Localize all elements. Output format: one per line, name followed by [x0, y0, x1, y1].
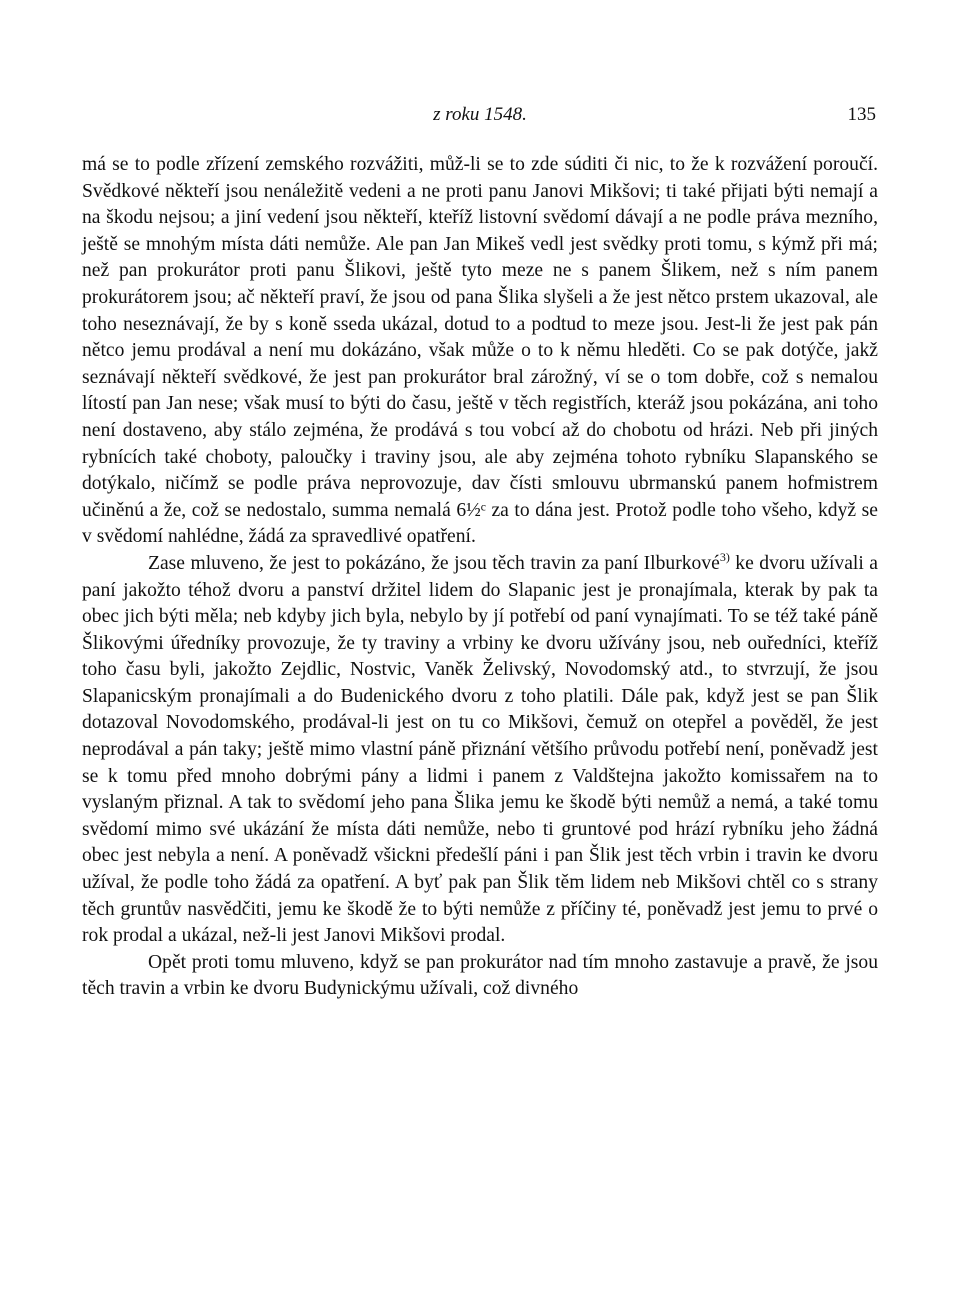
running-title: z roku 1548.	[433, 104, 527, 125]
paragraph-2-text-after-note: ke dvoru užívali a paní jakožto téhož dvoru a panství držitel lidem do Slapanic jest je pronajímala, kterak by pak ta obec jich býti měla; neb kdyby jich byla, nebylo by jí potřebí od paní vynajímati. To se též také páně Šlikovými úředníky provozuje, že ty traviny a vrbiny ke dvoru užívány jsou, neb ouředníci, kteříž toho času byli, jakožto Zejdlic, Nostvic, Vaněk Želivský, Novodomský atd., to stvrzují, že jsou Slapanicským pronajímali a do Budenického dvoru z toho platili. Dále pak, když jest se pan Šlik dotazoval Novodomského, prodával-li jest on tu co Mikšovi, čemuž on otepřel a pověděl, že jest neprodával a pán taky; ještě mimo vlastní páně přiznání většího průvodu potřebí není, poněvadž jest se k tomu před mnoho dobrými pány a lidmi i panem z Valdštejna jakožto komissařem na to vyslaným přiznal. A tak to svědomí jeho pana Šlika jemu ke škodě býti nemůž a nemá, a také tomu svědomí mimo své ukázání že místa dáti nemůže, nebo ti gruntové pod hrází rybníku jeho žádná obec jest nebyla a není. A poněvadž všickni předešlí páni i pan Šlik jest těch vrbin i travin ke dvoru užíval, že podle toho žádá za opatření. A byť pak pan Šlik těm lidem neb Mikšovi chtěl co s strany těch gruntův nasvědčiti, jemu ke škodě že to býti nemůže z příčiny té, poněvadž jest jemu to prvé o rok prodal a ukázal, než-li jest Janovi Mikšovi prodal.	[82, 552, 878, 947]
footnote-reference: 3)	[719, 549, 730, 564]
paragraph-1: má se to podle zřízení zemského rozvážiti, můž-li se to zde súditi či nic, to že k rozvážení poroučí. Svědkové někteří jsou nenáležitě vedeni a ne proti panu Janovi Mikšovi; ti také přijati býti nemají a na škodu nejsou; a jiní vedení jsou někteří, kteříž listovní svědomí dávají a ne podle práva mezního, ještě se mnohým místa dáti nemůže. Ale pan Jan Mikeš vedl jest svědky proti tomu, s kýmž při má; než pan prokurátor proti panu Šlikovi, ještě tyto meze ne s panem Šlikem, než s ním panem prokurátorem jsou; ač někteří praví, že jsou od pana Šlika slyšeli a že jest nětco prstem ukazoval, ale toho neseznávají, že by s koně sseda ukázal, dotud to a podtud to meze jsou. Jest-li že jest pak pán nětco jemu prodával a není mu dokázáno, však může o to k němu hleděti. Co se pak dotýče, jakž seznávají někteří svědkové, že jest pan prokurátor bral zárožný, ví se o tom dobře, což s nemalou lítostí pan Jan nese; však musí to býti do času, ještě v těch registřích, kteráž jsou pokázána, ani toho není dostaveno, aby stálo zejména, že prodává s tou vobcí až do chobotu od hrázi. Neb při jiných rybnících také choboty, paloučky i traviny jsou, ale aby zejména tohoto rybníku Slapanského se dotýkalo, ničímž se podle práva neprovozuje, dav čísti smlouvu ubrmanskú panem hofmistrem učiněnú a že, což se nedostalo, summa nemalá 6½ᶜ za to dána jest. Protož podle toho všeho, když se v svědomí nahlédne, žádá za spravedlivé opatření.	[82, 154, 878, 548]
document-page	[82, 100, 878, 1003]
paragraph-3: Opět proti tomu mluveno, když se pan prokurátor nad tím mnoho zastavuje a pravě, že jsou těch travin a vrbin ke dvoru Budynickýmu užívali, což divného	[82, 951, 878, 1000]
running-head	[82, 100, 878, 130]
body-text	[82, 152, 878, 1003]
page-number: 135	[847, 104, 876, 125]
paragraph-2	[82, 551, 878, 950]
paragraph-2-text-before-note: Zase mluveno, že jest to pokázáno, že jsou těch travin za paní Ilburkové	[148, 552, 720, 574]
